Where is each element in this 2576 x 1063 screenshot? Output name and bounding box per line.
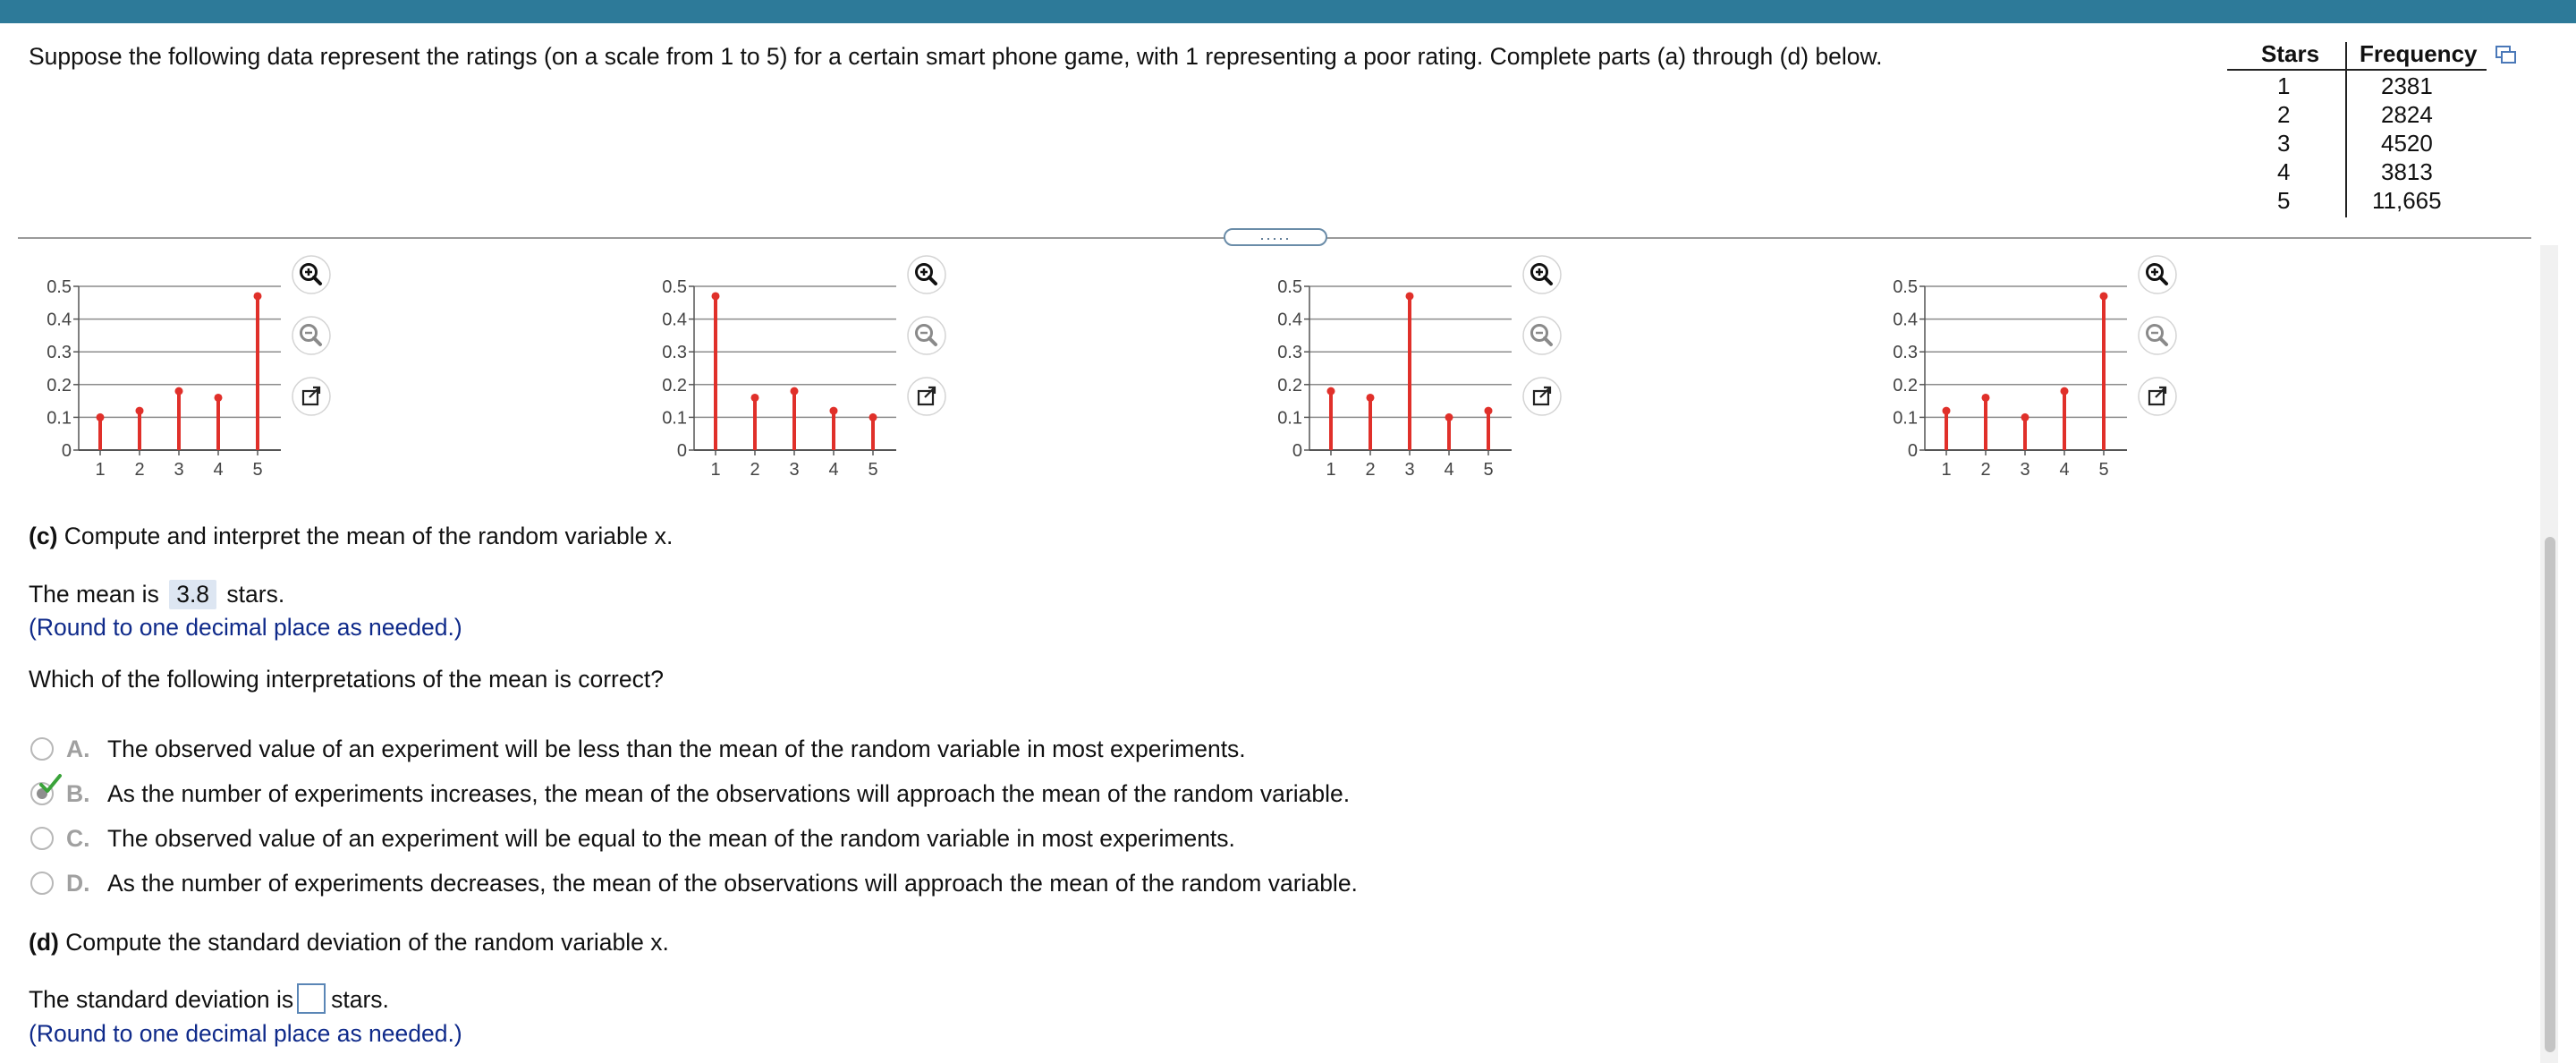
zoom-out-icon[interactable] (291, 315, 332, 356)
part-c-label: (c) (29, 523, 58, 549)
bar-point (175, 387, 183, 395)
table-cell-freq: 2381 (2381, 72, 2433, 99)
zoom-in-icon[interactable] (906, 254, 947, 295)
x-tick-label: 3 (174, 460, 184, 480)
mean-suffix: stars. (226, 581, 285, 608)
popout-icon[interactable] (291, 376, 332, 417)
bar-point (1327, 387, 1335, 395)
x-tick-label: 5 (1483, 460, 1494, 480)
x-tick-label: 5 (2098, 460, 2109, 480)
y-tick-label: 0 (1292, 441, 1302, 461)
x-tick-label: 1 (710, 460, 721, 480)
x-tick-label: 2 (134, 460, 145, 480)
part-c-text: Compute and interpret the mean of the random variable x. (57, 523, 674, 549)
graph-option-1 (38, 259, 503, 492)
graph-option-4 (1884, 259, 2349, 492)
y-tick-label: 0.5 (1277, 277, 1302, 297)
zoom-in-icon[interactable] (1521, 254, 1563, 295)
y-tick-label: 0.3 (662, 343, 687, 363)
option-text: The observed value of an experiment will be less than the mean of the random variable in most experiments. (107, 736, 1246, 762)
bar-point (97, 413, 105, 421)
popout-icon[interactable] (1521, 376, 1563, 417)
table-divider-horizontal (2227, 69, 2487, 71)
bar-point (254, 292, 262, 300)
x-tick-label: 1 (1326, 460, 1336, 480)
bar-point (791, 387, 799, 395)
bar-point (712, 292, 720, 300)
x-tick-label: 5 (252, 460, 263, 480)
y-tick-label: 0.1 (1277, 408, 1302, 429)
popout-icon[interactable] (906, 376, 947, 417)
option-letter: C. (66, 825, 90, 852)
bar-point (215, 394, 223, 402)
option-letter: D. (66, 870, 90, 897)
popout-icon[interactable] (2137, 376, 2178, 417)
table-cell-freq: 3813 (2381, 158, 2433, 185)
y-tick-label: 0.4 (662, 310, 687, 330)
option-letter: B. (66, 780, 90, 807)
bar-point (136, 407, 144, 415)
y-tick-label: 0.2 (1893, 375, 1918, 395)
y-tick-label: 0.4 (47, 310, 72, 330)
zoom-in-icon[interactable] (2137, 254, 2178, 295)
table-header-stars: Stars (2261, 40, 2320, 67)
x-tick-label: 2 (750, 460, 760, 480)
bar-point (830, 407, 838, 415)
divider-drag-handle[interactable]: ..... (1224, 228, 1327, 246)
bar-point (751, 394, 759, 402)
x-tick-label: 4 (213, 460, 224, 480)
table-cell-stars: 5 (2277, 187, 2291, 214)
zoom-out-icon[interactable] (1521, 315, 1563, 356)
mean-round-hint: (Round to one decimal place as needed.) (29, 614, 462, 641)
table-cell-stars: 3 (2277, 130, 2291, 157)
x-tick-label: 2 (1365, 460, 1376, 480)
sd-suffix: stars. (331, 986, 389, 1013)
y-tick-label: 0.3 (47, 343, 72, 363)
scrollbar-thumb[interactable] (2545, 537, 2555, 1052)
graph-option-2 (653, 259, 1118, 492)
graph-option-3 (1268, 259, 1733, 492)
x-tick-label: 3 (789, 460, 800, 480)
radio-option-d[interactable] (30, 872, 54, 895)
bar-point (2100, 292, 2108, 300)
y-tick-label: 0 (61, 441, 72, 461)
mean-answer-line (29, 580, 284, 609)
bar-point (869, 413, 877, 421)
zoom-out-icon[interactable] (2137, 315, 2178, 356)
zoom-in-icon[interactable] (291, 254, 332, 295)
y-tick-label: 0.2 (1277, 375, 1302, 395)
table-cell-freq: 11,665 (2372, 187, 2442, 214)
table-cell-stars: 4 (2277, 158, 2291, 185)
mean-prefix: The mean is (29, 581, 159, 608)
probability-histogram (1268, 259, 1528, 492)
sd-answer-line (29, 986, 389, 1016)
y-tick-label: 0.2 (662, 375, 687, 395)
y-tick-label: 0.1 (47, 408, 72, 429)
table-cell-stars: 2 (2277, 101, 2291, 128)
part-d-heading (29, 929, 669, 957)
bar-point (1445, 413, 1453, 421)
y-tick-label: 0.3 (1277, 343, 1302, 363)
part-d-text: Compute the standard deviation of the random variable x. (58, 929, 669, 956)
y-tick-label: 0.5 (1893, 277, 1918, 297)
y-tick-label: 0.5 (47, 277, 72, 297)
question-text: Suppose the following data represent the ratings (on a scale from 1 to 5) for a certain smart phone game, with 1 representing a poor rating. Complete parts (a) through (d) below. (29, 43, 1883, 70)
probability-histogram (1884, 259, 2143, 492)
sd-answer-input[interactable] (297, 983, 326, 1014)
radio-option-a[interactable] (30, 737, 54, 761)
part-d-label: (d) (29, 929, 59, 956)
x-tick-label: 5 (868, 460, 878, 480)
y-tick-label: 0.5 (662, 277, 687, 297)
table-cell-freq: 2824 (2381, 101, 2433, 128)
bar-point (2061, 387, 2069, 395)
correct-check-icon (38, 771, 63, 796)
top-bar (0, 0, 2576, 23)
x-tick-label: 1 (95, 460, 106, 480)
y-tick-label: 0.4 (1893, 310, 1918, 330)
table-cell-freq: 4520 (2381, 130, 2433, 157)
option-text: As the number of experiments increases, the mean of the observations will approach the mean of the random variable. (107, 780, 1351, 807)
option-text: As the number of experiments decreases, the mean of the observations will approach the mean of the random variable. (107, 870, 1358, 897)
probability-histogram (653, 259, 912, 492)
option-letter: A. (66, 736, 90, 762)
y-tick-label: 0 (1907, 441, 1918, 461)
x-tick-label: 4 (828, 460, 839, 480)
x-tick-label: 3 (1404, 460, 1415, 480)
bar-point (2021, 413, 2029, 421)
bar-point (1982, 394, 1990, 402)
zoom-out-icon[interactable] (906, 315, 947, 356)
part-c-heading (29, 523, 673, 550)
sd-round-hint: (Round to one decimal place as needed.) (29, 1020, 462, 1047)
x-tick-label: 3 (2020, 460, 2030, 480)
bar-point (1943, 407, 1951, 415)
y-tick-label: 0.4 (1277, 310, 1302, 330)
copy-table-icon[interactable] (2496, 46, 2517, 65)
y-tick-label: 0 (676, 441, 687, 461)
x-tick-label: 1 (1941, 460, 1952, 480)
probability-histogram (38, 259, 297, 492)
y-tick-label: 0.1 (662, 408, 687, 429)
mean-answer-field[interactable]: 3.8 (169, 580, 216, 609)
table-header-frequency: Frequency (2360, 40, 2478, 67)
bar-point (1406, 292, 1414, 300)
table-cell-stars: 1 (2277, 72, 2291, 99)
option-text: The observed value of an experiment will be equal to the mean of the random variable in most experiments. (107, 825, 1235, 852)
bar-point (1485, 407, 1493, 415)
bar-point (1367, 394, 1375, 402)
interpretation-question: Which of the following interpretations of the mean is correct? (29, 666, 664, 693)
radio-option-c[interactable] (30, 827, 54, 850)
x-tick-label: 4 (1444, 460, 1454, 480)
sd-prefix: The standard deviation is (29, 986, 294, 1013)
y-tick-label: 0.1 (1893, 408, 1918, 429)
x-tick-label: 4 (2059, 460, 2070, 480)
y-tick-label: 0.2 (47, 375, 72, 395)
x-tick-label: 2 (1980, 460, 1991, 480)
y-tick-label: 0.3 (1893, 343, 1918, 363)
